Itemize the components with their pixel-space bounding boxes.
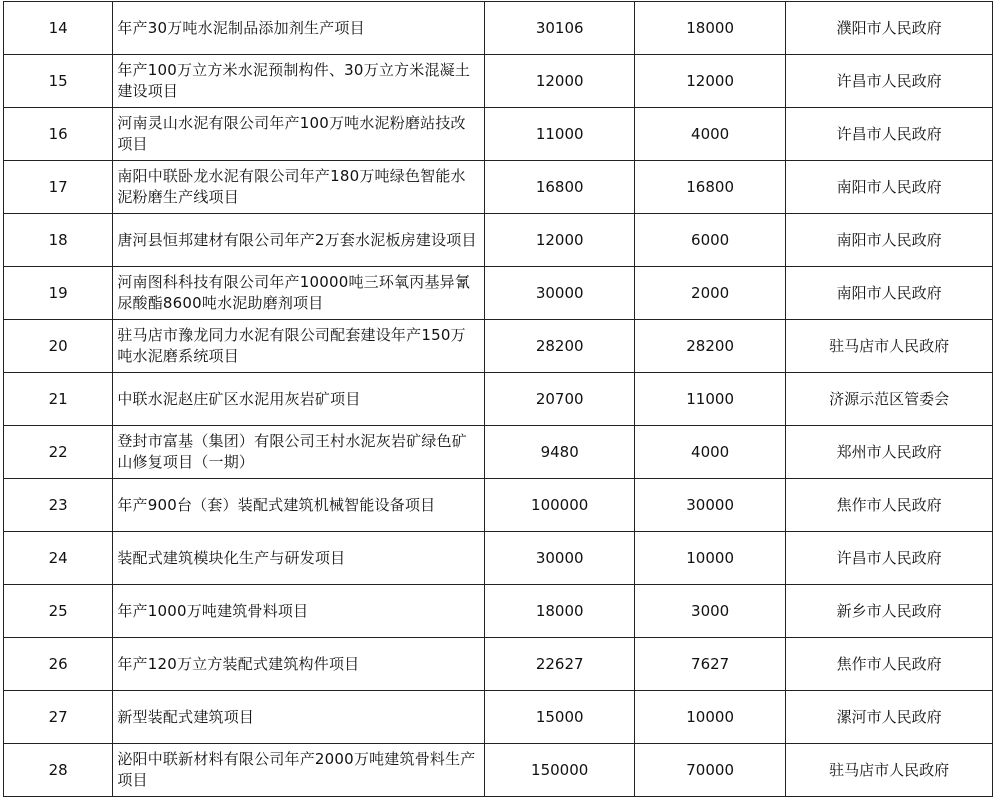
planned-investment: 18000 <box>634 2 785 55</box>
responsible-authority: 南阳市人民政府 <box>786 214 993 267</box>
total-investment: 12000 <box>485 214 634 267</box>
planned-investment: 10000 <box>634 532 785 585</box>
planned-investment: 7627 <box>634 638 785 691</box>
planned-investment: 10000 <box>634 691 785 744</box>
total-investment: 11000 <box>485 108 634 161</box>
project-name: 年产120万立方装配式建筑构件项目 <box>113 638 485 691</box>
table-row <box>4 214 993 267</box>
project-table <box>3 1 993 797</box>
table-row <box>4 426 993 479</box>
planned-investment: 12000 <box>634 55 785 108</box>
project-name: 河南灵山水泥有限公司年产100万吨水泥粉磨站技改项目 <box>113 108 485 161</box>
project-name: 南阳中联卧龙水泥有限公司年产180万吨绿色智能水泥粉磨生产线项目 <box>113 161 485 214</box>
project-name: 年产900台（套）装配式建筑机械智能设备项目 <box>113 479 485 532</box>
project-name: 中联水泥赵庄矿区水泥用灰岩矿项目 <box>113 373 485 426</box>
table-row <box>4 267 993 320</box>
planned-investment: 16800 <box>634 161 785 214</box>
table-row <box>4 532 993 585</box>
row-number: 25 <box>4 585 113 638</box>
total-investment: 30000 <box>485 532 634 585</box>
table-row <box>4 373 993 426</box>
responsible-authority: 焦作市人民政府 <box>786 638 993 691</box>
table-row <box>4 638 993 691</box>
responsible-authority: 许昌市人民政府 <box>786 108 993 161</box>
row-number: 20 <box>4 320 113 373</box>
total-investment: 18000 <box>485 585 634 638</box>
row-number: 15 <box>4 55 113 108</box>
responsible-authority: 许昌市人民政府 <box>786 532 993 585</box>
row-number: 16 <box>4 108 113 161</box>
table-row <box>4 161 993 214</box>
row-number: 19 <box>4 267 113 320</box>
table-row <box>4 108 993 161</box>
responsible-authority: 济源示范区管委会 <box>786 373 993 426</box>
row-number: 27 <box>4 691 113 744</box>
table-row <box>4 55 993 108</box>
project-name: 登封市富基（集团）有限公司王村水泥灰岩矿绿色矿山修复项目（一期） <box>113 426 485 479</box>
responsible-authority: 濮阳市人民政府 <box>786 2 993 55</box>
row-number: 28 <box>4 744 113 797</box>
total-investment: 150000 <box>485 744 634 797</box>
planned-investment: 70000 <box>634 744 785 797</box>
planned-investment: 11000 <box>634 373 785 426</box>
total-investment: 30106 <box>485 2 634 55</box>
planned-investment: 4000 <box>634 426 785 479</box>
project-name: 年产1000万吨建筑骨料项目 <box>113 585 485 638</box>
table-row <box>4 585 993 638</box>
row-number: 23 <box>4 479 113 532</box>
project-name: 河南图科科技有限公司年产10000吨三环氧丙基异氰尿酸酯8600吨水泥助磨剂项目 <box>113 267 485 320</box>
project-name: 年产30万吨水泥制品添加剂生产项目 <box>113 2 485 55</box>
project-name: 驻马店市豫龙同力水泥有限公司配套建设年产150万吨水泥磨系统项目 <box>113 320 485 373</box>
project-name: 唐河县恒邦建材有限公司年产2万套水泥板房建设项目 <box>113 214 485 267</box>
total-investment: 20700 <box>485 373 634 426</box>
project-name: 新型装配式建筑项目 <box>113 691 485 744</box>
responsible-authority: 驻马店市人民政府 <box>786 744 993 797</box>
planned-investment: 28200 <box>634 320 785 373</box>
row-number: 21 <box>4 373 113 426</box>
row-number: 22 <box>4 426 113 479</box>
row-number: 14 <box>4 2 113 55</box>
project-name: 泌阳中联新材料有限公司年产2000万吨建筑骨料生产项目 <box>113 744 485 797</box>
project-name: 装配式建筑模块化生产与研发项目 <box>113 532 485 585</box>
table-row <box>4 2 993 55</box>
total-investment: 16800 <box>485 161 634 214</box>
total-investment: 22627 <box>485 638 634 691</box>
row-number: 24 <box>4 532 113 585</box>
responsible-authority: 南阳市人民政府 <box>786 267 993 320</box>
responsible-authority: 南阳市人民政府 <box>786 161 993 214</box>
planned-investment: 2000 <box>634 267 785 320</box>
project-name: 年产100万立方米水泥预制构件、30万立方米混凝土建设项目 <box>113 55 485 108</box>
planned-investment: 30000 <box>634 479 785 532</box>
responsible-authority: 漯河市人民政府 <box>786 691 993 744</box>
responsible-authority: 新乡市人民政府 <box>786 585 993 638</box>
row-number: 26 <box>4 638 113 691</box>
table-row <box>4 744 993 797</box>
total-investment: 15000 <box>485 691 634 744</box>
total-investment: 100000 <box>485 479 634 532</box>
total-investment: 12000 <box>485 55 634 108</box>
table-row <box>4 479 993 532</box>
total-investment: 9480 <box>485 426 634 479</box>
planned-investment: 6000 <box>634 214 785 267</box>
table-row <box>4 320 993 373</box>
responsible-authority: 焦作市人民政府 <box>786 479 993 532</box>
row-number: 17 <box>4 161 113 214</box>
responsible-authority: 郑州市人民政府 <box>786 426 993 479</box>
planned-investment: 3000 <box>634 585 785 638</box>
total-investment: 30000 <box>485 267 634 320</box>
project-table-body <box>4 2 993 797</box>
total-investment: 28200 <box>485 320 634 373</box>
table-row <box>4 691 993 744</box>
row-number: 18 <box>4 214 113 267</box>
planned-investment: 4000 <box>634 108 785 161</box>
responsible-authority: 驻马店市人民政府 <box>786 320 993 373</box>
responsible-authority: 许昌市人民政府 <box>786 55 993 108</box>
